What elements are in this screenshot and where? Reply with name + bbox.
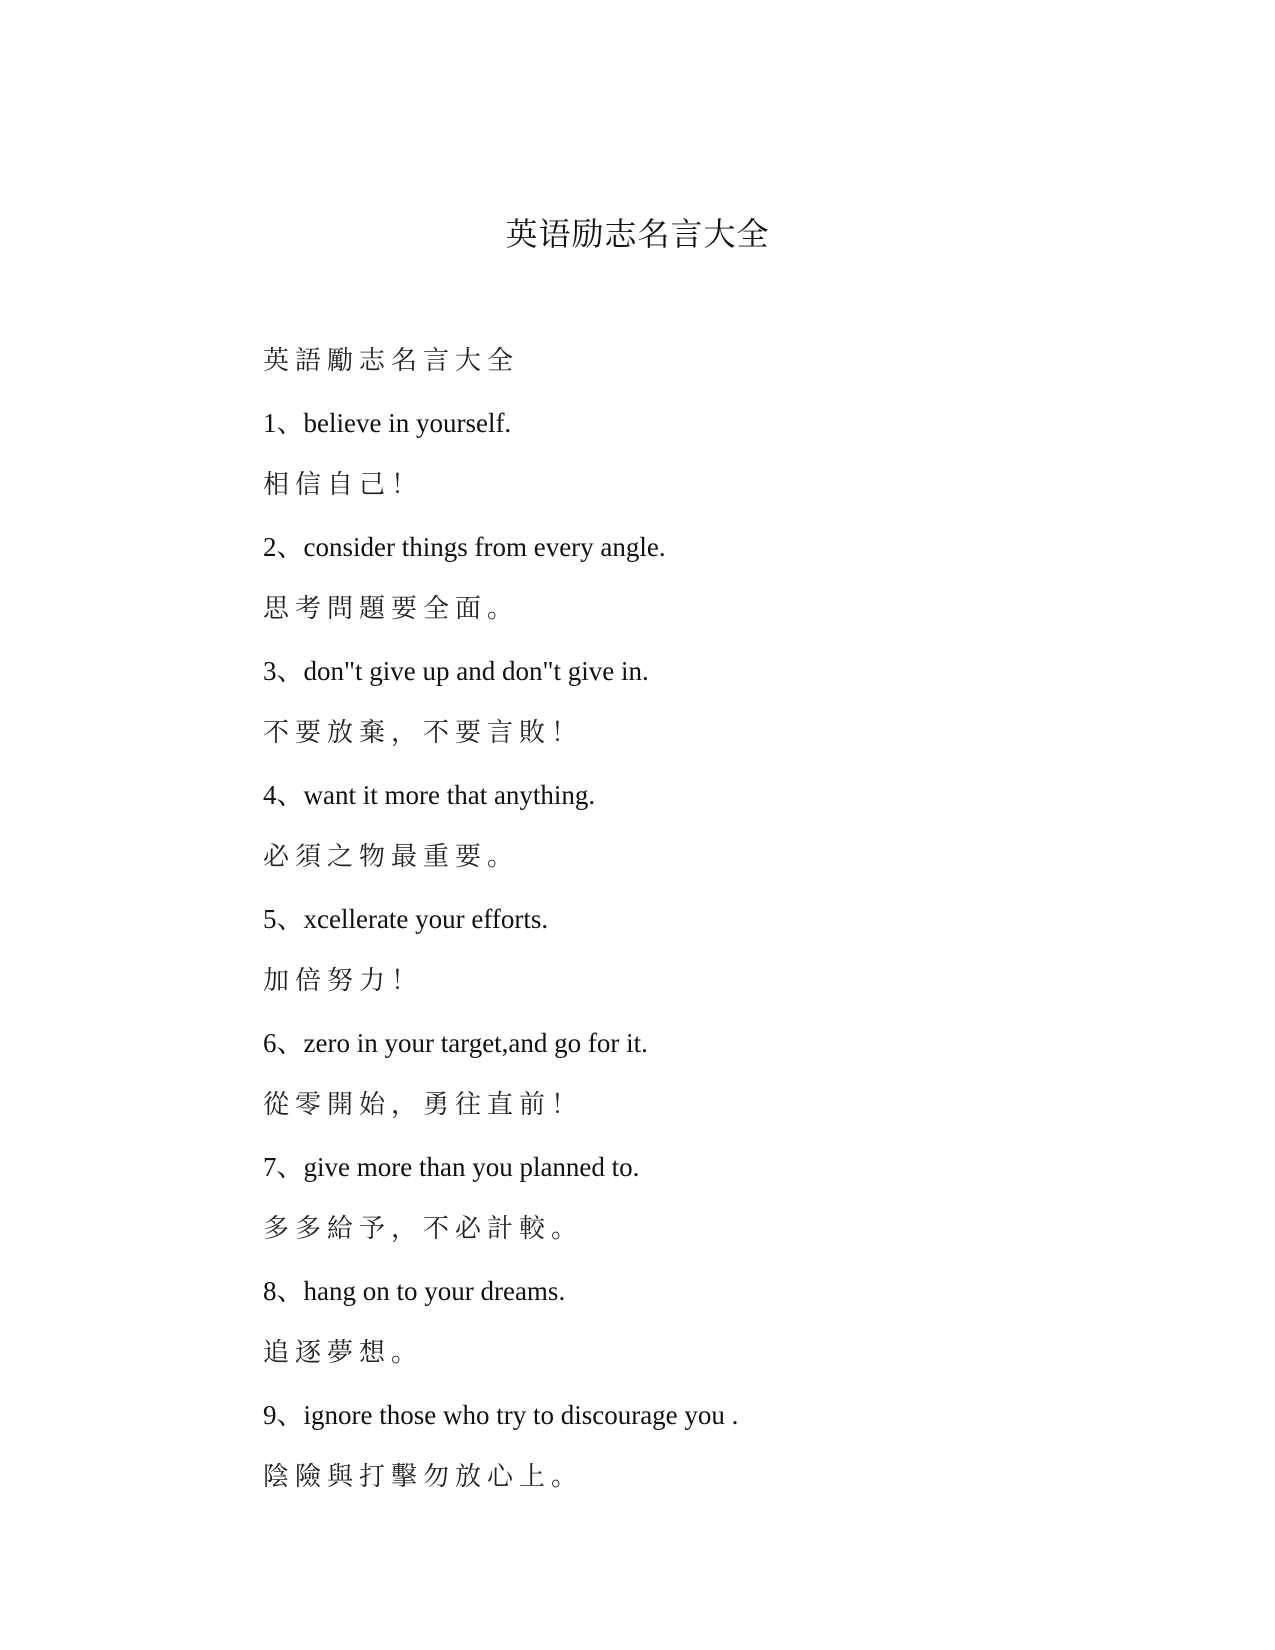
- quote-english: 2、consider things from every angle.: [263, 532, 666, 562]
- quote-english: 8、hang on to your dreams.: [263, 1276, 566, 1306]
- quote-english: 5、xcellerate your efforts.: [263, 904, 549, 934]
- quote-chinese: 相信自己！: [263, 470, 424, 500]
- quote-chinese: 多多給予，不必計較。: [263, 1214, 584, 1244]
- quote-english: 7、give more than you planned to.: [263, 1152, 640, 1182]
- quote-chinese: 思考問題要全面。: [263, 594, 520, 624]
- quote-english: 4、want it more that anything.: [263, 780, 596, 810]
- quote-english: 1、believe in yourself.: [263, 408, 512, 438]
- quote-english: 6、zero in your target,and go for it.: [263, 1028, 648, 1058]
- section-heading: 英語勵志名言大全: [263, 346, 520, 376]
- quote-chinese: 必須之物最重要。: [263, 842, 520, 872]
- quote-english: 9、ignore those who try to discourage you .: [263, 1400, 739, 1430]
- quote-chinese: 加倍努力！: [263, 966, 424, 996]
- quote-english: 3、don"t give up and don"t give in.: [263, 656, 649, 686]
- quote-chinese: 從零開始，勇往直前！: [263, 1090, 584, 1120]
- document-title: 英语励志名言大全: [505, 215, 770, 253]
- quote-chinese: 追逐夢想。: [263, 1338, 424, 1368]
- quote-chinese: 陰險與打擊勿放心上。: [263, 1462, 584, 1492]
- quote-chinese: 不要放棄，不要言敗！: [263, 718, 584, 748]
- document-body: [263, 330, 1023, 1508]
